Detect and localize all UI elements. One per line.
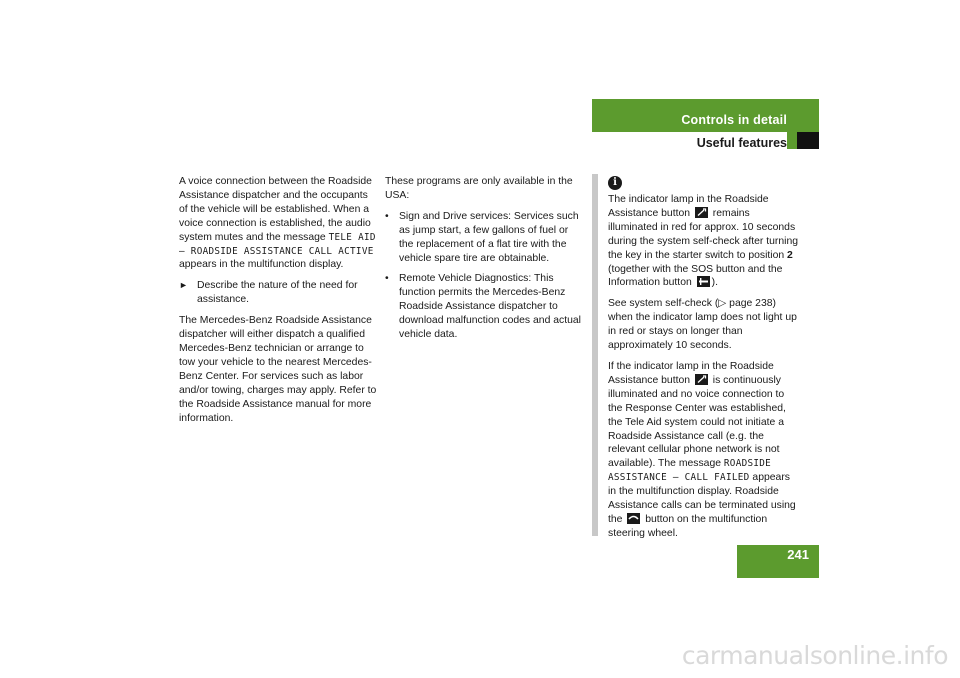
page-number-box <box>737 545 819 578</box>
list-item: • Remote Vehicle Diagnostics: This function permits the Mercedes-Benz Roadside Assistance dispatcher to download malfunction codes and actual vehicle data. <box>385 273 581 341</box>
list-item: • Sign and Drive services: Services such as jump start, a few gallons of fuel or the replacement of a flat tire with the vehicle spare tire are obtainable. <box>385 210 579 264</box>
page-number: 241 <box>787 547 809 562</box>
info-button-icon <box>697 276 710 287</box>
programs-list <box>385 210 582 342</box>
step-item: ► Describe the nature of the need for assistance. <box>179 280 358 306</box>
programs-intro: These programs are only available in the USA: <box>385 176 573 201</box>
voice-connection-paragraph: A voice connection between the Roadside Assistance dispatcher and the occupants of the vehicle will be established. When a voice connection is established, the audio system mutes and the message TELE AID – ROADSIDE ASSISTANCE CALL ACTIVE appears in the multifunction display. <box>179 176 376 271</box>
info-icon: i <box>608 176 622 190</box>
wrench-icon <box>695 374 708 385</box>
header-band <box>592 99 819 149</box>
note-paragraph-2: See system self-check (▷ page 238) when the indicator lamp does not light up in red or stays on longer than approximately 10 seconds. <box>608 298 797 352</box>
left-column <box>179 175 379 432</box>
bullet-icon: • <box>385 210 389 222</box>
bullet-icon: • <box>385 273 389 285</box>
wrench-icon <box>695 207 708 218</box>
note-sidebar <box>592 174 598 536</box>
page-reference[interactable]: ▷ page 238 <box>718 298 773 310</box>
note-paragraph-1: The indicator lamp in the Roadside Assistance button remains illuminated in red for approx. 10 seconds during the system self-check after turning the key in the starter switch to position 2 (together with the SOS button and the Information button ). <box>608 194 799 289</box>
dispatcher-paragraph: The Mercedes-Benz Roadside Assistance dispatcher will either dispatch a qualified Mercedes-Benz technician or arrange to tow your vehicle to the nearest Mercedes-Benz Center. For services such as labor and/or towing, charges may apply. Refer to the Roadside Assistance manual for more information. <box>179 315 377 424</box>
section-title: Controls in detail <box>681 113 787 127</box>
section-subtitle: Useful features <box>696 136 787 150</box>
step-arrow-icon: ► <box>179 280 188 291</box>
display-message-call-failed: ROADSIDE ASSISTANCE – CALL FAILED <box>608 458 772 484</box>
watermark: carmanualsonline.info <box>681 641 948 670</box>
display-message-call-active: TELE AID – ROADSIDE ASSISTANCE CALL ACTIVE <box>179 231 376 257</box>
header-marker <box>797 132 819 149</box>
middle-column <box>385 175 582 349</box>
end-call-icon <box>627 513 640 524</box>
note-paragraph-3: If the indicator lamp in the Roadside Assistance button is continuously illuminated and no voice connection to the Response Center was established, the Tele Aid system could not initiate a Roadside Assistance call (e.g. the relevant cellular phone network is not available). The message ROADSIDE ASSISTANCE – CALL FAILED appears in the multifunction display. Roadside Assistance calls can be terminated using the button on the multifunction steering wheel. <box>608 360 796 539</box>
info-note <box>608 193 798 548</box>
